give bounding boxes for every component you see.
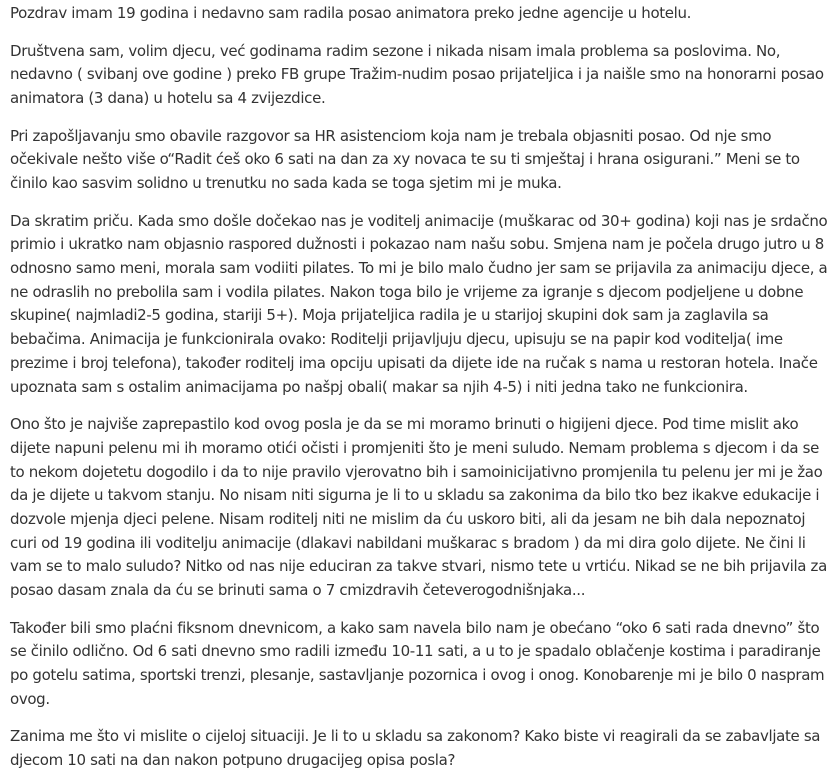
paragraph-background: Društvena sam, volim djecu, već godinama radim sezone i nikada nisam imala problema sa poslovima. No, nedavno ( svibanj ove godine ) preko FB grupe Tražim-nudim posao prijateljica i ja naišle smo na honorarni posao animatora (3 dana) u hotelu sa 4 zvijezdice. <box>10 41 824 107</box>
paragraph-hygiene: Ono što je najviše zaprepastilo kod ovog posla je da se mi moramo brinuti o higijeni djece. Pod time mislit ako dijete napuni pelenu mi ih moramo otići očisti i promjeniti što je meni suludo. Nemam problema s djecom i da se to nekom dojetetu dogodilo i da to nije pravilo vjerovatno bih i samoinicijativno promjenila tu pelenu jer mi je žao da je dijete u takvom stanju. No nisam niti sigurna je li to u skladu sa zakonima da bilo tko bez ikakve edukacije i dozvole mjenja djeci pelene. Nisam roditelj niti ne mislim da ću uskoro biti, ali da jesam ne bih dala nepoznatoj curi od 19 godina ili voditelju animacije (dlakavi nabildani muškarac s bradom ) da mi dira golo dijete. Ne čini li vam se to malo suludo? Nitko od nas nije educiran za takve stvari, nismo tete u vrtiću. Nikad se ne bih prijavila za posao dasam znala da ću se brinuti sama o 7 cmizdravih četeverogodnišnjaka... <box>10 415 827 600</box>
paragraph-pay: Također bili smo plaćni fiksnom dnevnicom, a kako sam navela bilo nam je obećano “oko 6 sati rada dnevno” što se činilo odlično. Od 6 sati dnevno smo radili između 10-11 sati, a u to je spadalo oblačenje kostima i paradiranje po gotelu satima, sportski trenzi, plesanje, sastavljanje pozornica i ovog i onog. Konobarenje mi je bilo 0 naspram ovog. <box>10 618 825 708</box>
paragraph-question: Zanima me što vi mislite o cijeloj situaciji. Je li to u skladu sa zakonom? Kako biste vi reagirali da se zabavljate sa djecom 10 sati na dan nakon potpuno drugacijeg opisa posla? <box>10 727 821 770</box>
paragraph-hiring: Pri zapošljavanju smo obavile razgovor sa HR asistenciom koja nam je trebala objasniti posao. Od nje smo očekivale nešto više o“Radit ćeš oko 6 sati na dan za xy novaca te su ti smještaj i hrana osigurani.” Meni se to činilo kao sasvim solidno u trenutku no sada kada se toga sjetim mi je muka. <box>10 126 800 192</box>
paragraph-intro: Pozdrav imam 19 godina i nedavno sam radila posao animatora preko jedne agencije u hotelu. <box>10 4 692 22</box>
paragraph-arrival: Da skratim priču. Kada smo došle dočekao nas je voditelj animacije (muškarac od 30+ godina) koji nas je srdačno primio i ukratko nam objasnio raspored dužnosti i pokazao nam našu sobu. Smjena nam je počela drugo jutro u 8 odnosno samo meni, morala sam vodiiti pilates. To mi je bilo malo čudno jer sam se prijavila za animaciju djece, a ne odraslih no prebolila sam i vodila pilates. Nakon toga bilo je vrijeme za igranje s djecom podjeljene u dobne skupine( najmladi2-5 godina, stariji 5+). Moja prijateljica radila je u starijoj skupini dok sam ja zaglavila sa bebačima. Animacija je funkcionirala ovako: Roditelji prijavljuju djecu, upisuju se na papir kod voditelja( ime prezime i broj telefona), također roditelj ima opciju upisati da dijete ide na ručak s nama u restoran hotela. Inače upoznata sam s ostalim animacijama po našpj obali( makar sa njih 4-5) i niti jedna tako ne funkcionira. <box>10 211 828 396</box>
